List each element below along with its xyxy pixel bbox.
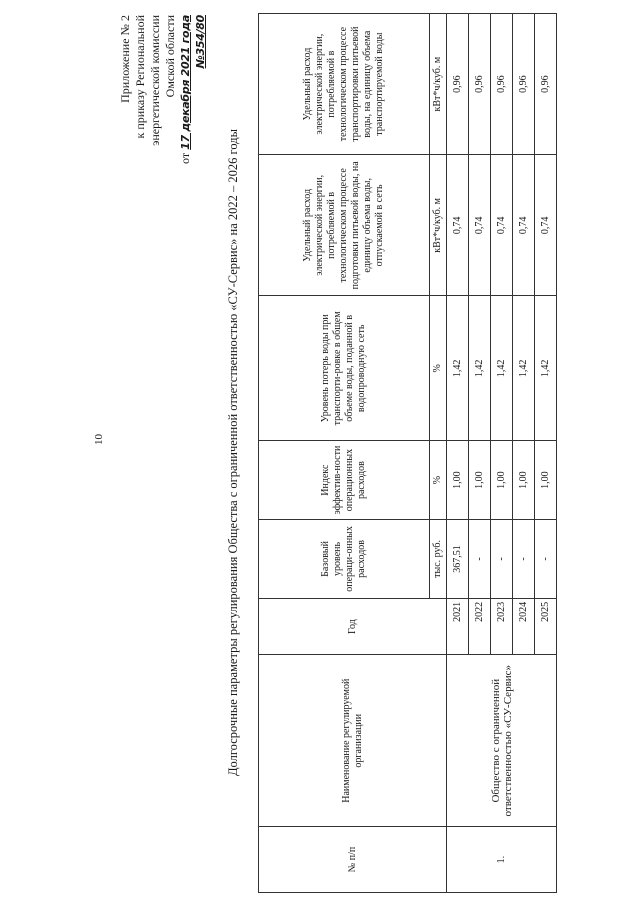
header-water-loss: Уровень потерь воды при транспорти-ровке в общем объеме воды, поданной в водопроводную сеть — [259, 296, 430, 441]
energy-prep-cell: 0,74 — [469, 155, 491, 296]
date-prefix: от — [178, 152, 192, 164]
organization-cell: Общество с ограниченной ответственностью «СУ-Сервис» — [447, 655, 557, 827]
base-cell: - — [535, 520, 557, 599]
energy-prep-cell: 0,74 — [491, 155, 513, 296]
unit-cell: кВт*ч/куб. м — [430, 14, 447, 155]
handwritten-date: 17 декабря 2021 года №354/80 — [179, 15, 207, 150]
annex-line: Омской области — [163, 15, 177, 98]
energy-trans-cell: 0,96 — [491, 14, 513, 155]
header-energy-transport: Удельный расход электрической энергии, потребляемой в технологическом процессе транспортировки питьевой воды, на единицу объема транспортируемой воды — [259, 14, 430, 155]
energy-trans-cell: 0,96 — [469, 14, 491, 155]
annex-date-line — [178, 15, 208, 215]
annex-header — [118, 15, 208, 215]
loss-cell: 1,42 — [535, 296, 557, 441]
annex-line: Приложение № 2 — [118, 15, 132, 103]
header-year: Год — [259, 598, 447, 654]
unit-cell: % — [430, 441, 447, 520]
index-cell: 1,00 — [469, 441, 491, 520]
year-cell: 2022 — [469, 598, 491, 654]
energy-trans-cell: 0,96 — [513, 14, 535, 155]
energy-prep-cell: 0,74 — [513, 155, 535, 296]
index-cell: 1,00 — [447, 441, 469, 520]
energy-trans-cell: 0,96 — [447, 14, 469, 155]
index-cell: 1,00 — [491, 441, 513, 520]
regulation-parameters-table — [258, 13, 557, 893]
energy-trans-cell: 0,96 — [535, 14, 557, 155]
annex-line: энергетической комиссии — [148, 15, 162, 146]
unit-cell: % — [430, 296, 447, 441]
loss-cell: 1,42 — [513, 296, 535, 441]
page-number: 10 — [93, 434, 105, 445]
base-cell: 367,51 — [447, 520, 469, 599]
header-energy-preparation: Удельный расход электрической энергии, потребляемой в технологическом процессе подготовки питьевой воды, на единицу объема воды, отпускаемой в сеть — [259, 155, 430, 296]
energy-prep-cell: 0,74 — [447, 155, 469, 296]
row-number-cell: 1. — [447, 827, 557, 893]
year-cell: 2021 — [447, 598, 469, 654]
base-cell: - — [469, 520, 491, 599]
loss-cell: 1,42 — [491, 296, 513, 441]
unit-cell: тыс. руб. — [430, 520, 447, 599]
loss-cell: 1,42 — [469, 296, 491, 441]
table-row — [447, 14, 469, 893]
index-cell: 1,00 — [535, 441, 557, 520]
base-cell: - — [491, 520, 513, 599]
loss-cell: 1,42 — [447, 296, 469, 441]
index-cell: 1,00 — [513, 441, 535, 520]
energy-prep-cell: 0,74 — [535, 155, 557, 296]
year-cell: 2024 — [513, 598, 535, 654]
year-cell: 2023 — [491, 598, 513, 654]
header-efficiency-index: Индекс эффектив-ности операционных расходов — [259, 441, 430, 520]
year-cell: 2025 — [535, 598, 557, 654]
document-title: Долгосрочные параметры регулирования Общества с ограниченной ответственностью «СУ-Сервис» на 2022 – 2026 годы — [226, 129, 240, 777]
base-cell: - — [513, 520, 535, 599]
header-base-level: Базовый уровень операци-онных расходов — [259, 520, 430, 599]
table-header-row — [259, 14, 430, 893]
header-row-number: № п/п — [259, 827, 447, 893]
annex-line: к приказу Региональной — [133, 15, 147, 139]
header-organization: Наименование регулируемой организации — [259, 655, 447, 827]
unit-cell: кВт*ч/куб. м — [430, 155, 447, 296]
